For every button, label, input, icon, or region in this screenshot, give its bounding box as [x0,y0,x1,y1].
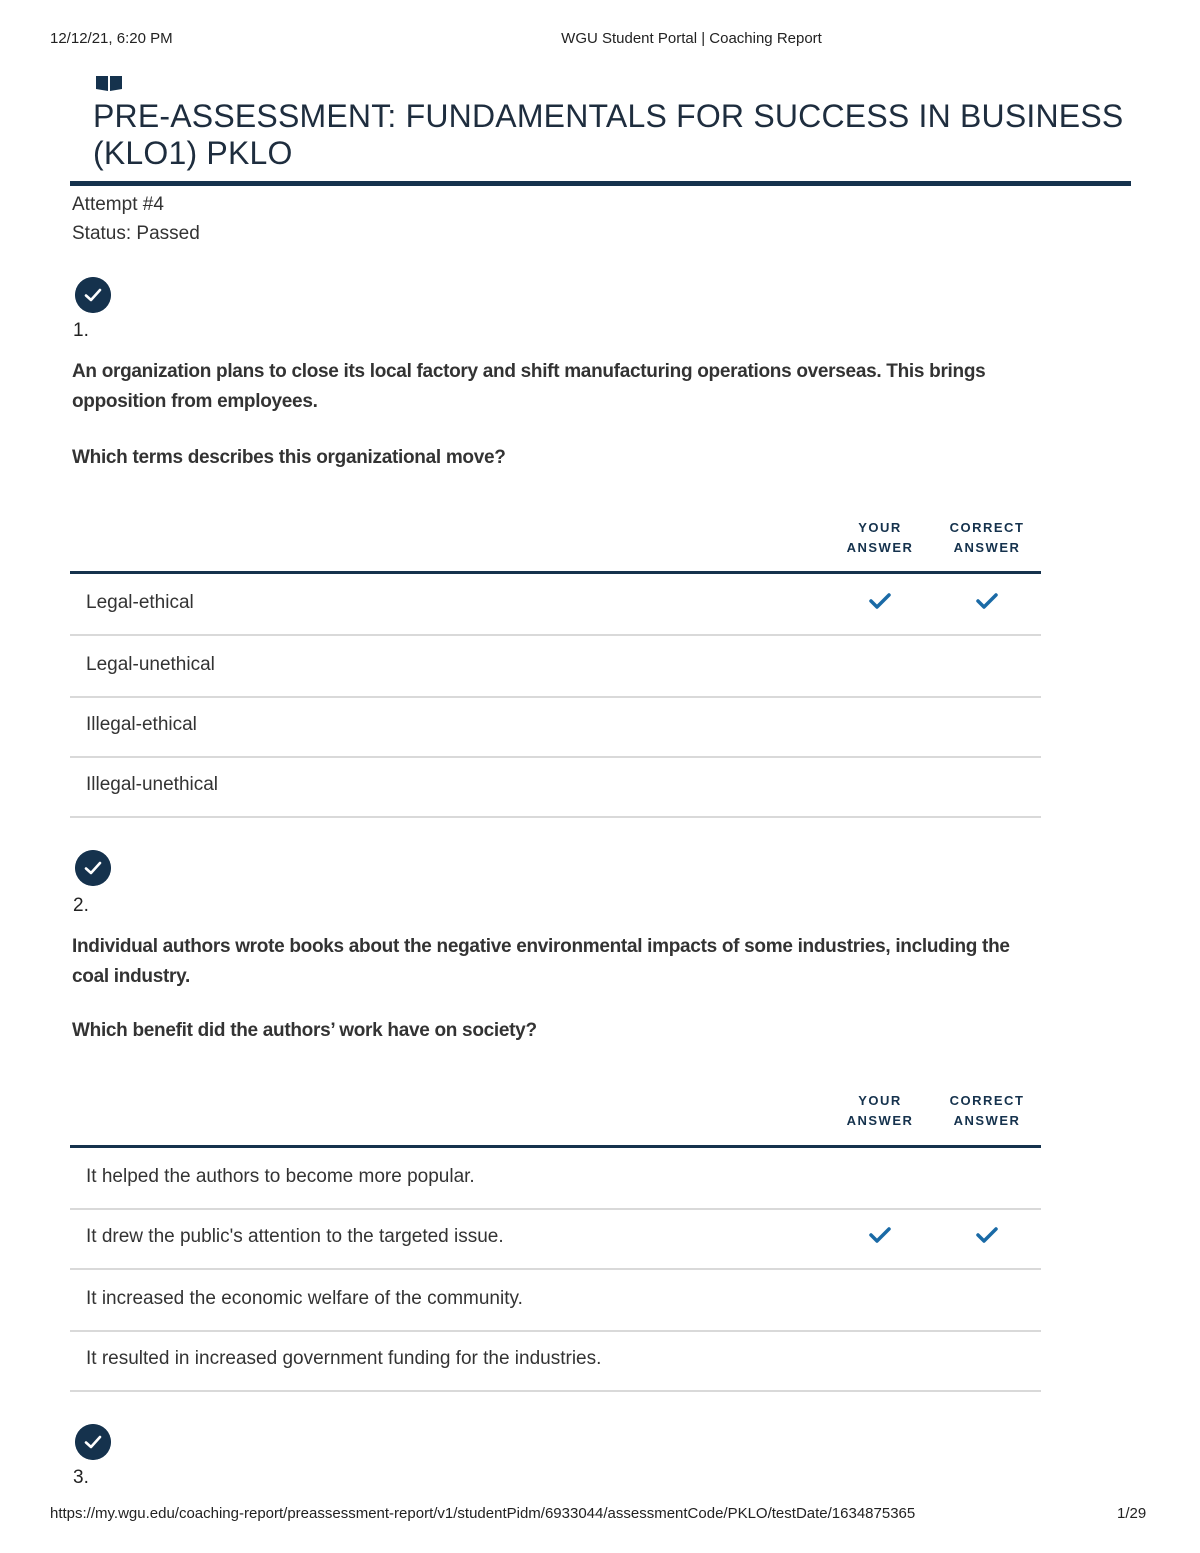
attempt-status: Status: Passed [72,223,200,244]
correct-answer-header: CORRECT ANSWER [949,520,1025,555]
answer-text: It helped the authors to become more popular. [86,1166,475,1187]
question-number: 3. [73,1467,89,1488]
page-number: 1/29 [1117,1505,1147,1522]
question-prompt: Which terms describes this organizational move? [72,447,506,468]
correct-answer-check-icon [976,1226,998,1244]
answer-row [70,636,1041,698]
title-divider [70,181,1131,186]
answer-text: It resulted in increased government funding for the industries. [86,1348,602,1369]
page-url: https://my.wgu.edu/coaching-report/preassessment-report/v1/studentPidm/6933044/assessmentCode/PKLO/testDate/1634875365 [50,1505,916,1522]
answer-row [70,1270,1041,1332]
print-header [0,30,1200,50]
question-number: 2. [73,895,89,916]
correct-check-icon [75,1424,111,1460]
book-icon [95,74,123,92]
correct-check-icon [75,850,111,886]
correct-answer-header: CORRECT ANSWER [949,1093,1025,1128]
your-answer-check-icon [869,1226,891,1244]
answer-text: Illegal-unethical [86,774,219,795]
answer-text: It increased the economic welfare of the community. [86,1288,523,1309]
question-prompt: Which benefit did the authors’ work have on society? [72,1020,537,1041]
answer-text: Illegal-ethical [86,714,197,735]
answer-row [70,574,1041,636]
answer-row [70,756,1041,818]
answer-row [70,1330,1041,1392]
answer-text: Legal-unethical [86,654,215,675]
answer-row [70,1208,1041,1270]
answer-row [70,1148,1041,1210]
page-title: PRE-ASSESSMENT: FUNDAMENTALS FOR SUCCESS IN BUSINESS (KLO1) PKLO [93,98,1124,171]
correct-check-icon [75,277,111,313]
correct-answer-check-icon [976,592,998,610]
print-date: 12/12/21, 6:20 PM [50,30,173,47]
print-page-title: WGU Student Portal | Coaching Report [561,30,822,47]
attempt-number: Attempt #4 [72,194,164,215]
your-answer-header: YOUR ANSWER [846,520,914,555]
question-text: Individual authors wrote books about the negative environmental impacts of some industries, including the coal industry. [72,936,1010,987]
question-number: 1. [73,320,89,341]
your-answer-header: YOUR ANSWER [846,1093,914,1128]
attempt-info [72,190,200,248]
answer-text: Legal-ethical [86,592,194,613]
answer-row [70,696,1041,758]
your-answer-check-icon [869,592,891,610]
question-text: An organization plans to close its local factory and shift manufacturing operations overseas. This brings opposition from employees. [72,361,986,412]
answer-text: It drew the public's attention to the targeted issue. [86,1226,504,1247]
